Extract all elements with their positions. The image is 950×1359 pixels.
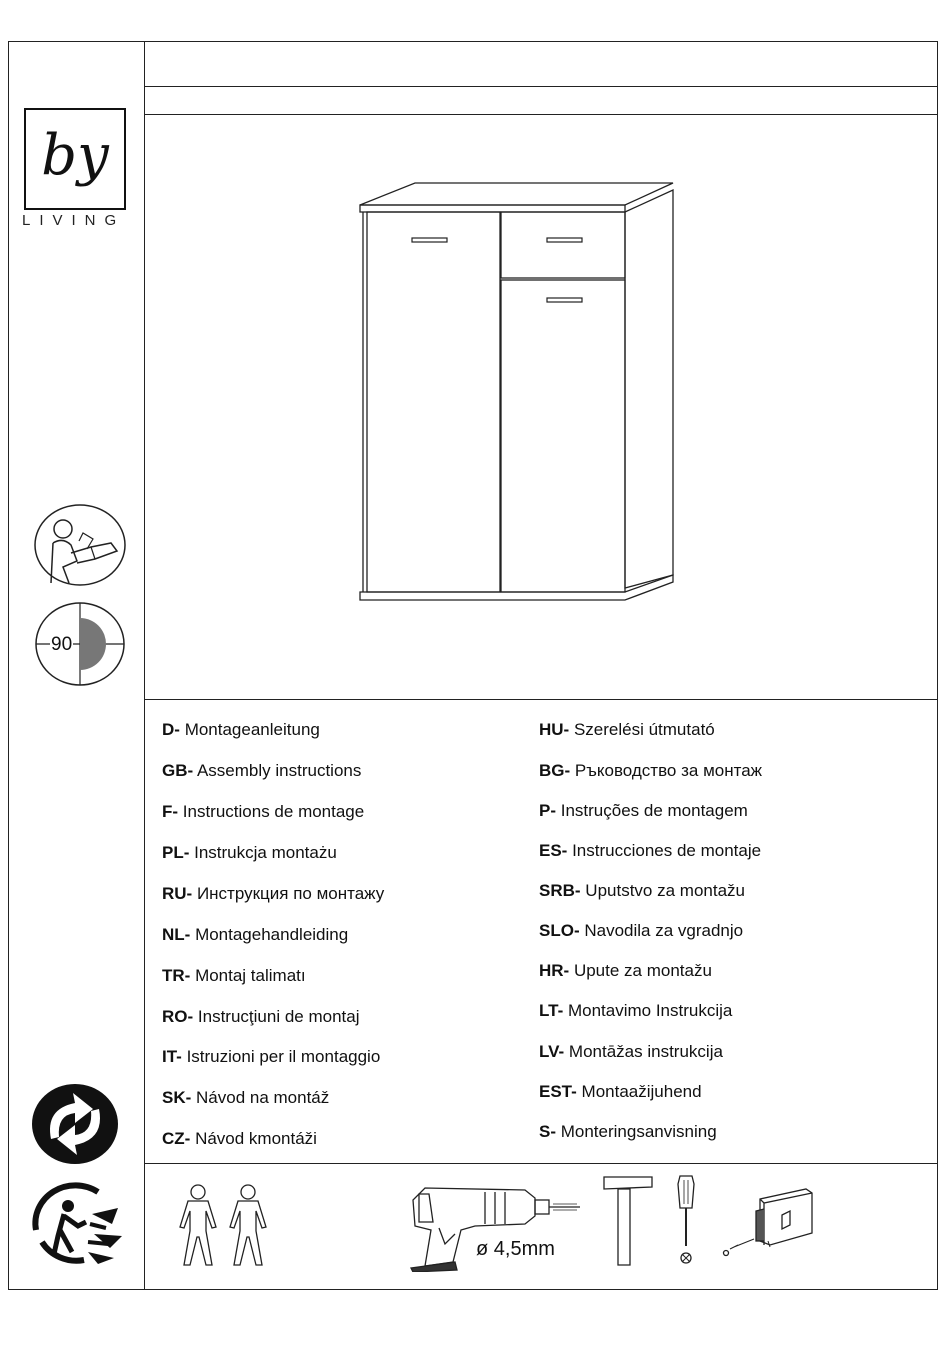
language-code: SRB- (539, 881, 581, 900)
brand-name: LIVING (22, 212, 126, 229)
language-text: Montāžas instrukcija (568, 1042, 723, 1061)
language-code: IT- (162, 1047, 182, 1066)
language-text: Upute za montažu (573, 961, 712, 980)
brand-mark: by (41, 123, 109, 188)
language-code: NL- (162, 925, 191, 944)
language-item (539, 961, 712, 981)
language-code: SK- (162, 1088, 192, 1107)
screwdriver-icon (672, 1174, 702, 1268)
language-text: Montageanleitung (184, 720, 320, 739)
language-item (539, 1001, 732, 1021)
language-code: RU- (162, 884, 193, 903)
language-item (162, 1088, 329, 1108)
language-item (162, 884, 384, 904)
language-text: Návod na montáž (196, 1088, 330, 1107)
language-code: LV- (539, 1042, 565, 1061)
illustration-bottom-line (144, 699, 938, 700)
green-dot-icon (31, 1083, 119, 1165)
right-door-handle (547, 298, 582, 302)
two-persons-icon (172, 1183, 276, 1267)
time-badge-label: 90 (51, 634, 73, 655)
language-text: Uputstvo za montažu (585, 881, 745, 900)
brand-logo (24, 108, 126, 210)
language-code: CZ- (162, 1129, 191, 1148)
language-code: TR- (162, 966, 191, 985)
tidyman-recycle-icon (28, 1180, 126, 1266)
header-line-2 (144, 114, 938, 115)
language-text: Montaažijuhend (581, 1082, 702, 1101)
language-item (162, 966, 306, 986)
language-code: BG- (539, 761, 571, 780)
language-item (162, 761, 361, 781)
language-code: D- (162, 720, 180, 739)
language-text: Ръководство за монтаж (574, 761, 763, 780)
language-text: Montagehandleiding (195, 925, 349, 944)
tape-measure-icon (720, 1185, 820, 1265)
language-text: Montaj talimatı (195, 966, 306, 985)
language-text: Instrucţiuni de montaj (197, 1007, 360, 1026)
left-door-handle (412, 238, 447, 242)
language-item (539, 841, 761, 861)
language-text: Assembly instructions (196, 761, 362, 780)
language-item (539, 881, 745, 901)
language-text: Инструкция по монтажу (196, 884, 385, 903)
language-item (539, 801, 748, 821)
language-item (539, 720, 715, 740)
language-item (162, 1047, 380, 1067)
language-code: F- (162, 802, 179, 821)
language-code: EST- (539, 1082, 577, 1101)
language-code: S- (539, 1122, 556, 1141)
language-item (539, 761, 762, 781)
language-code: ES- (539, 841, 568, 860)
language-code: RO- (162, 1007, 194, 1026)
language-item (539, 1042, 723, 1062)
language-text: Istruzioni per il montaggio (186, 1047, 381, 1066)
language-item (539, 921, 743, 941)
language-text: Návod kmontáži (195, 1129, 317, 1148)
language-code: HR- (539, 961, 570, 980)
header-line-1 (144, 86, 938, 87)
language-text: Navodila za vgradnjo (584, 921, 744, 940)
sidebar-divider (144, 41, 145, 1290)
time-badge-icon (33, 601, 127, 687)
language-item (539, 1122, 717, 1142)
language-text: Instructions de montage (182, 802, 365, 821)
language-text: Instruções de montagem (560, 801, 748, 820)
language-code: SLO- (539, 921, 580, 940)
language-text: Szerelési útmutató (573, 720, 715, 739)
language-item (539, 1082, 702, 1102)
cabinet-illustration (355, 180, 680, 605)
languages-bottom-line (144, 1163, 938, 1164)
language-code: GB- (162, 761, 194, 780)
language-code: HU- (539, 720, 570, 739)
language-code: LT- (539, 1001, 564, 1020)
language-text: Montavimo Instrukcija (567, 1001, 733, 1020)
language-item (162, 802, 364, 822)
hammer-icon (600, 1175, 660, 1269)
language-text: Instrucciones de montaje (572, 841, 762, 860)
drawer-handle (547, 238, 582, 242)
language-item (162, 925, 348, 945)
language-item (162, 720, 320, 740)
language-item (162, 843, 337, 863)
language-item (162, 1129, 317, 1149)
language-code: P- (539, 801, 556, 820)
language-item (162, 1007, 360, 1027)
language-code: PL- (162, 843, 190, 862)
language-text: Monteringsanvisning (560, 1122, 717, 1141)
language-text: Instrukcja montażu (194, 843, 337, 862)
read-instructions-icon (33, 503, 127, 587)
drill-bit-size: ø 4,5mm (476, 1238, 555, 1260)
